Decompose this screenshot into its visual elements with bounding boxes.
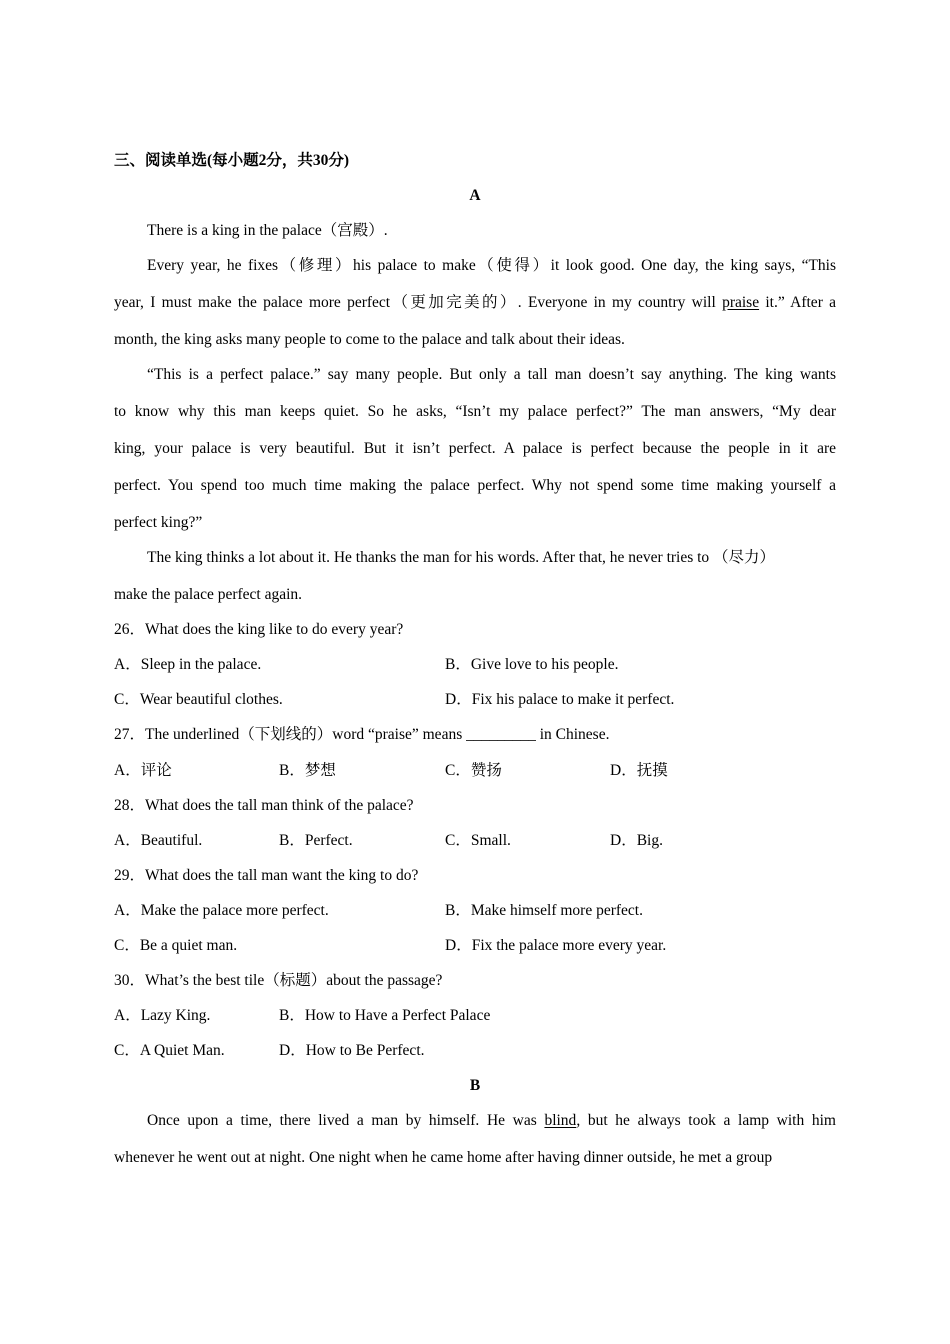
section-heading: 三、阅读单选(每小题2分，共30分)	[114, 152, 350, 169]
passage-a-p3-line-3: king, your palace is very beautiful. But it isn’t perfect. A palace is perfect because the people in it are	[114, 440, 836, 457]
question-27-option-d[interactable]: D．抚摸	[610, 762, 668, 779]
underlined-word-blind: blind	[544, 1112, 577, 1129]
question-28-option-c[interactable]: C．Small.	[445, 832, 511, 849]
passage-a-label: A	[469, 187, 481, 204]
question-29-stem: 29．What does the tall man want the king to do?	[114, 867, 419, 884]
question-29-option-d[interactable]: D．Fix the palace more every year.	[445, 937, 667, 954]
passage-b-line-1-start: Once upon a time, there lived a man by himself. He was	[147, 1112, 537, 1129]
question-30-option-a[interactable]: A．Lazy King.	[114, 1007, 211, 1024]
passage-b-label: B	[469, 1077, 481, 1094]
passage-a-paragraph-1: There is a king in the palace（宫殿）.	[147, 222, 388, 239]
question-29-option-b[interactable]: B．Make himself more perfect.	[445, 902, 643, 919]
question-28-option-a[interactable]: A．Beautiful.	[114, 832, 203, 849]
passage-a-p2-line-2-start: year, I must make the palace more perfect（更加完美的）. Everyone in my country will	[114, 294, 716, 311]
question-30-option-b[interactable]: B．How to Have a Perfect Palace	[279, 1007, 491, 1024]
question-28-option-d[interactable]: D．Big.	[610, 832, 663, 849]
question-30-option-c[interactable]: C．A Quiet Man.	[114, 1042, 225, 1059]
passage-a-p4-line-1: The king thinks a lot about it. He thanks the man for his words. After that, he never tries to （尽力）	[147, 549, 776, 566]
passage-a-p3-line-5: perfect king?”	[114, 514, 203, 531]
question-27-stem: 27．The underlined（下划线的）word “praise” means _________ in Chinese.	[114, 726, 610, 743]
question-28-option-b[interactable]: B．Perfect.	[279, 832, 353, 849]
passage-a-p3-line-2: to know why this man keeps quiet. So he asks, “Isn’t my palace perfect?” The man answers, “My dear	[114, 403, 836, 420]
question-30-option-d[interactable]: D．How to Be Perfect.	[279, 1042, 425, 1059]
passage-a-p2-line-1: Every year, he fixes（修理）his palace to make（使得）it look good. One day, the king says, “This	[147, 257, 836, 274]
passage-a-p3-line-1: “This is a perfect palace.” say many people. But only a tall man doesn’t say anything. The king wants	[147, 366, 836, 383]
question-27-option-a[interactable]: A．评论	[114, 762, 172, 779]
question-30-stem: 30．What’s the best tile（标题）about the passage?	[114, 972, 443, 989]
question-26-option-d[interactable]: D．Fix his palace to make it perfect.	[445, 691, 675, 708]
question-26-option-a[interactable]: A．Sleep in the palace.	[114, 656, 262, 673]
question-28-stem: 28．What does the tall man think of the palace?	[114, 797, 414, 814]
underlined-word-praise: praise	[722, 294, 760, 311]
question-27-option-c[interactable]: C．赞扬	[445, 762, 502, 779]
question-26-option-c[interactable]: C．Wear beautiful clothes.	[114, 691, 283, 708]
passage-b-line-1	[147, 1111, 836, 1131]
passage-a-p2-line-3: month, the king asks many people to come to the palace and talk about their ideas.	[114, 331, 625, 348]
passage-b-line-2: whenever he went out at night. One night when he came home after having dinner outside, he met a group	[114, 1149, 773, 1166]
question-27-option-b[interactable]: B．梦想	[279, 762, 336, 779]
question-29-option-c[interactable]: C．Be a quiet man.	[114, 937, 238, 954]
passage-a-p2-line-2	[114, 293, 836, 313]
question-29-option-a[interactable]: A．Make the palace more perfect.	[114, 902, 329, 919]
passage-a-p4-line-2: make the palace perfect again.	[114, 586, 303, 603]
passage-a-p2-line-2-end: it.” After a	[765, 294, 837, 311]
question-26-option-b[interactable]: B．Give love to his people.	[445, 656, 619, 673]
passage-b-line-1-end: , but he always took a lamp with him	[576, 1112, 836, 1129]
question-26-stem: 26．What does the king like to do every year?	[114, 621, 404, 638]
passage-a-p3-line-4: perfect. You spend too much time making the palace perfect. Why not spend some time making yourself a	[114, 477, 836, 494]
